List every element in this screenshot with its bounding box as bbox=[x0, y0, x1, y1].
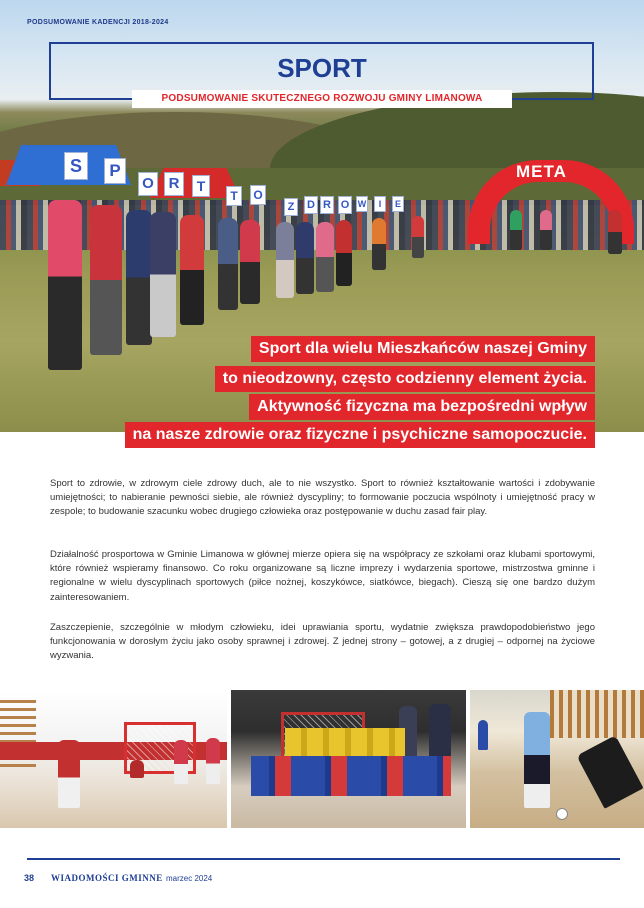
child bbox=[608, 210, 622, 254]
child bbox=[316, 222, 334, 292]
letter-sign: Z bbox=[284, 198, 298, 216]
letter-sign: I bbox=[374, 196, 386, 212]
letter-sign: R bbox=[320, 196, 334, 214]
letter-sign: W bbox=[356, 196, 368, 212]
ball bbox=[556, 808, 568, 820]
letter-sign: T bbox=[192, 175, 210, 197]
paragraph: Sport to zdrowie, w zdrowym ciele zdrowy duch, ale to nie wszystko. Sport to również kształtowanie wartości i zdobywanie umiejętności; to nabieranie pewności siebie, ale również dyscypliny; to formowanie poczucia wspólnoty i umiejętność pracy w zespole; to budowanie szacunku wobec drugiego człowieka oraz postępowanie w duchu zasad fair play. bbox=[50, 478, 595, 518]
letter-sign: P bbox=[104, 158, 126, 184]
letter-sign: O bbox=[138, 172, 158, 196]
player bbox=[174, 740, 188, 784]
photo-floorball-hall bbox=[0, 690, 227, 828]
player bbox=[130, 760, 144, 778]
letter-sign: R bbox=[164, 172, 184, 196]
letter-sign: O bbox=[338, 196, 352, 214]
photo-futsal-match bbox=[470, 690, 644, 828]
photo-team-group bbox=[231, 690, 466, 828]
child bbox=[240, 220, 260, 304]
player bbox=[58, 740, 80, 808]
letter-sign: S bbox=[64, 152, 88, 180]
child bbox=[126, 210, 152, 345]
finish-arch-label: META bbox=[516, 162, 567, 181]
banner-line: to nieodzowny, często codzienny element życia. bbox=[215, 366, 595, 392]
player bbox=[478, 720, 488, 750]
letter-sign: T bbox=[226, 186, 242, 206]
banner-line: Sport dla wielu Mieszkańców naszej Gminy bbox=[251, 336, 595, 362]
child bbox=[90, 205, 122, 355]
issue-date: marzec 2024 bbox=[166, 874, 213, 883]
child bbox=[336, 220, 352, 286]
section-label: PODSUMOWANIE KADENCJI 2018-2024 bbox=[27, 19, 169, 26]
magazine-name: WIADOMOŚCI GMINNE bbox=[51, 873, 163, 883]
page-subtitle: PODSUMOWANIE SKUTECZNEGO ROZWOJU GMINY LIMANOWA bbox=[161, 93, 483, 104]
child bbox=[48, 200, 82, 370]
paragraph: Zaszczepienie, szczególnie w młodym człowieku, idei uprawiania sportu, wydatnie zwiększa prawdopodobieństwo jego funkcjonowania w dorosłym życiu jako osoby sprawnej i zdrowej. Z jednej strony – gotowej, a z drugiej – odpornej na życiowe wyzwania. bbox=[50, 622, 595, 662]
child bbox=[218, 218, 238, 310]
child bbox=[180, 215, 204, 325]
footer-rule bbox=[27, 858, 620, 860]
child bbox=[276, 222, 294, 298]
letter-sign: D bbox=[304, 196, 318, 214]
letter-sign: O bbox=[250, 185, 266, 205]
player bbox=[576, 735, 643, 809]
child bbox=[510, 210, 522, 250]
child bbox=[296, 222, 314, 294]
banner-line: na nasze zdrowie oraz fizyczne i psychiczne samopoczucie. bbox=[125, 422, 595, 448]
page-number: 38 bbox=[24, 873, 35, 883]
player bbox=[206, 738, 220, 784]
child bbox=[150, 212, 176, 337]
page-title: SPORT bbox=[277, 53, 367, 83]
paragraph: Działalność prosportowa w Gminie Limanowa w głównej mierze opiera się na współpracy ze szkołami oraz klubami sportowymi, które również wspieramy finansowo. Co roku organizowane są liczne imprezy i wydarzenia sportowe, mistrzostwa gminne i regionalne w wielu dyscyplinach sportowych (piłce nożnej, koszykówce, siatkówce, biegach). Cieszą się one bardzo dużym zainteresowaniem. bbox=[50, 549, 595, 603]
letter-sign: E bbox=[392, 196, 404, 212]
wall-bars bbox=[550, 690, 644, 738]
banner-line: Aktywność fizyczna ma bezpośredni wpływ bbox=[249, 394, 595, 420]
player bbox=[524, 712, 550, 808]
players-blue bbox=[251, 756, 451, 796]
child bbox=[540, 210, 552, 250]
child bbox=[412, 216, 424, 258]
child bbox=[372, 218, 386, 270]
